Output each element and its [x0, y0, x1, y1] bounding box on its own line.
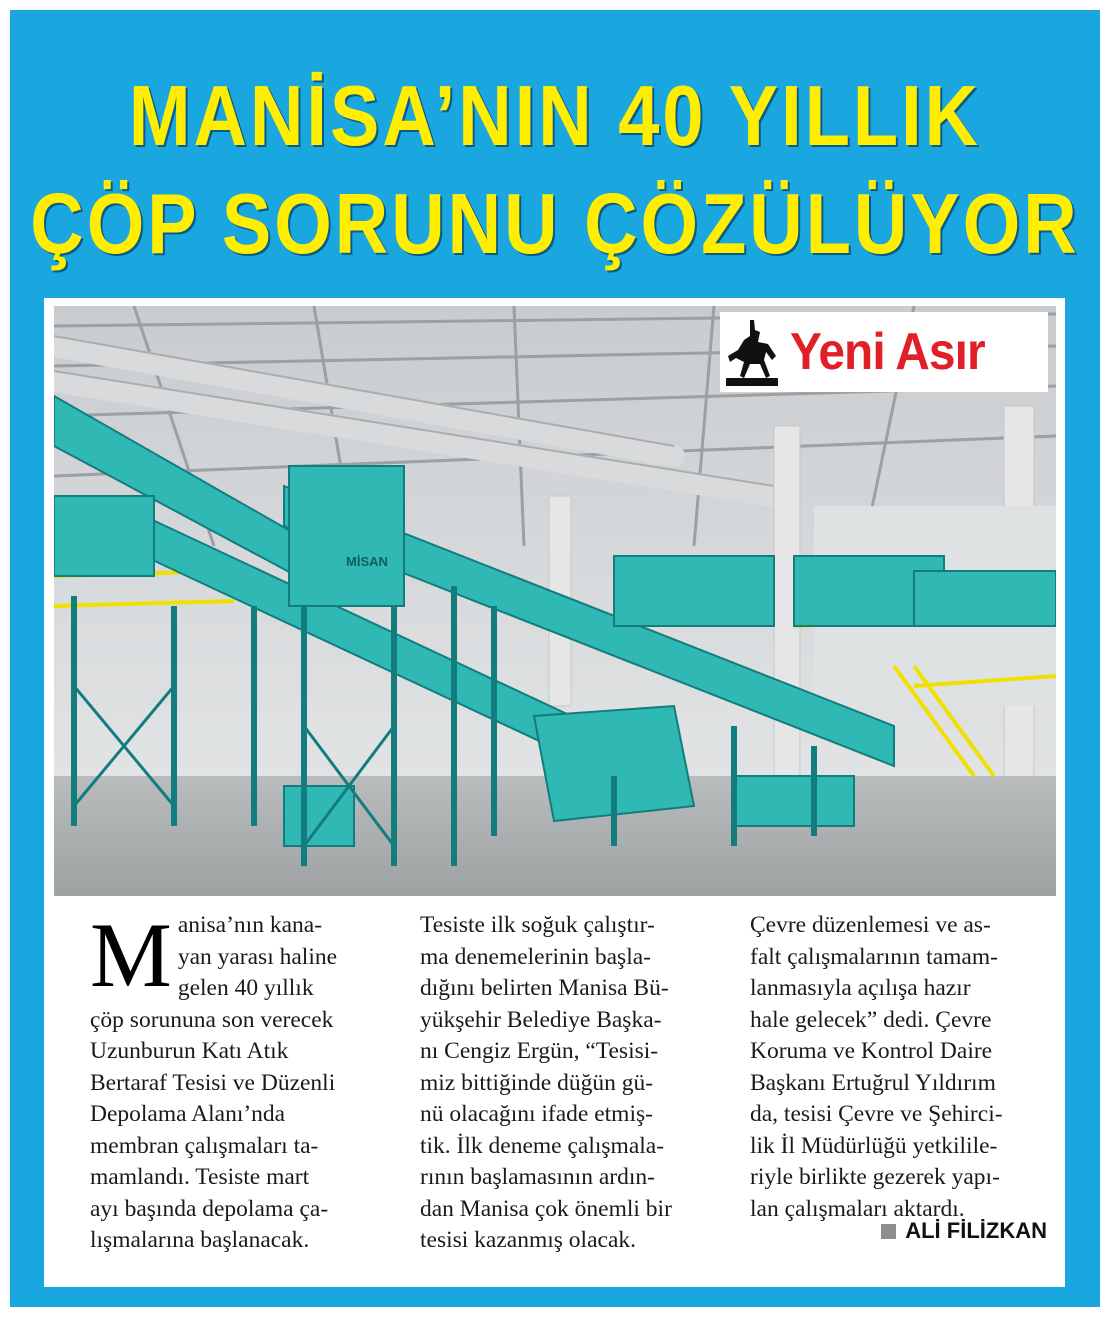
article-column-2	[420, 910, 720, 1257]
col3-line: hale gelecek” dedi. Çevre	[750, 1006, 992, 1033]
col2-line: Tesiste ilk soğuk çalıştır-	[420, 912, 655, 938]
photo-illustration	[54, 306, 1056, 896]
col1-line: lışmalarına başlanacak.	[90, 1227, 310, 1253]
author-name: ALİ FİLİZKAN	[905, 1218, 1047, 1243]
col1-line: Uzunburun Katı Atık	[90, 1038, 289, 1064]
headline-line-2: ÇÖP SORUNU ÇÖZÜLÜYOR	[30, 175, 1080, 272]
col1-line: Bertaraf Tesisi ve Düzenli	[90, 1069, 336, 1096]
col2-line: ma denemelerinin başla-	[420, 943, 651, 970]
col1-line: membran çalışmaları ta-	[90, 1132, 319, 1159]
col1-line: çöp sorununa son verecek	[90, 1006, 334, 1033]
article-column-1	[90, 904, 390, 1257]
col3-line: Koruma ve Kontrol Daire	[750, 1038, 993, 1064]
col3-line: da, tesisi Çevre ve Şehirci-	[750, 1101, 1003, 1127]
logo-text: Yeni Asır	[790, 323, 985, 381]
machine-label: MİSAN	[346, 554, 388, 569]
col1-line: yan yarası haline	[177, 943, 338, 970]
col3-line: lan çalışmaları aktardı.	[750, 1195, 965, 1222]
horse-rider-statue-icon	[720, 316, 784, 388]
article-panel	[44, 298, 1065, 1287]
col1-line: mamlandı. Tesiste mart	[90, 1164, 310, 1190]
col3-line: lanmasıyla açılışa hazır	[750, 975, 971, 1001]
recycling-plant-photo	[54, 306, 1056, 896]
col3-line: Başkanı Ertuğrul Yıldırım	[750, 1069, 996, 1096]
col1-line: anisa’nın kana-	[177, 912, 323, 938]
col1-line: ayı başında depolama ça-	[90, 1195, 329, 1222]
col1-line: gelen 40 yıllık	[177, 975, 314, 1001]
col3-line: riyle birlikte gezerek yapı-	[750, 1164, 1000, 1190]
headline	[10, 62, 1100, 278]
col2-line: tesisi kazanmış olacak.	[420, 1227, 636, 1253]
col2-line: nü olacağını ifade etmiş-	[420, 1101, 653, 1127]
col3-line: lik İl Müdürlüğü yetkilile-	[750, 1132, 998, 1159]
byline-square-icon	[881, 1224, 896, 1239]
col3-line: Çevre düzenlemesi ve as-	[750, 912, 991, 938]
article-column-3	[750, 910, 1050, 1225]
col2-line: rının başlamasının ardın-	[420, 1164, 655, 1190]
newspaper-logo	[720, 312, 1048, 392]
dropcap: M	[90, 904, 172, 1006]
col2-line: tik. İlk deneme çalışmala-	[420, 1132, 665, 1159]
page-frame	[10, 10, 1100, 1307]
col2-line: yükşehir Belediye Başka-	[420, 1006, 662, 1033]
col2-line: dan Manisa çok önemli bir	[420, 1195, 672, 1222]
col3-line: falt çalışmalarının tamam-	[750, 943, 998, 970]
author-byline	[881, 1218, 1047, 1244]
headline-line-1: MANİSA’NIN 40 YILLIK	[128, 67, 982, 164]
col2-line: dığını belirten Manisa Bü-	[420, 975, 669, 1001]
col2-line: miz bittiğinde düğün gü-	[420, 1069, 654, 1096]
col1-line: Depolama Alanı’nda	[90, 1101, 286, 1127]
col2-line: nı Cengiz Ergün, “Tesisi-	[420, 1038, 659, 1064]
